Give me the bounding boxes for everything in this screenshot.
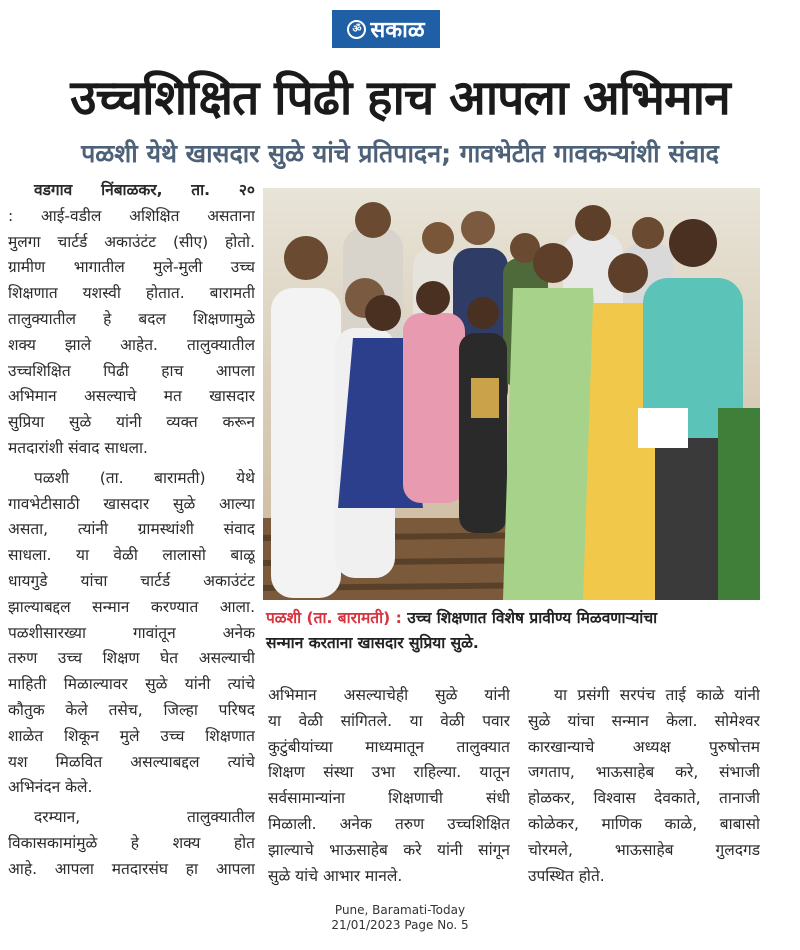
text-line: शक्य झाले आहेत. तालुक्यातील xyxy=(8,335,255,354)
article-column-1 xyxy=(8,178,255,883)
text-line: शिक्षण संस्था उभा राहिल्या. यातून xyxy=(268,763,510,782)
text-line: मुलगा चार्टर्ड अकाउंटंट (सीए) होतो. xyxy=(8,232,255,251)
text-line: कौतुक केले तसेच, जिल्हा परिषद xyxy=(8,700,255,719)
logo-text: सकाळ xyxy=(370,18,425,43)
text-line: सुळे यांचे आभार मानले. xyxy=(268,866,403,885)
text-line: शाळेत शिकून मुले उच्च शिक्षणात xyxy=(8,726,255,745)
caption-location: पळशी (ता. बारामती) : xyxy=(266,609,402,627)
text-line: जगताप, भाऊसाहेब करे, संभाजी xyxy=(528,763,760,782)
newspaper-logo xyxy=(332,10,440,48)
text-line: तालुक्यातील हे बदल शिक्षणामुळे xyxy=(8,309,255,328)
article-column-2 xyxy=(268,683,510,889)
page-footer xyxy=(0,903,800,933)
text-line: साधला. या वेळी लालासो बाळू xyxy=(8,546,255,565)
text-line: विकासकामांमुळे हे शक्य होत xyxy=(8,833,255,852)
text-line: सर्वसामान्यांना शिक्षणाची संधी xyxy=(268,789,510,808)
text-line: होळकर, विश्वास देवकाते, तानाजी xyxy=(528,789,760,808)
text-line: : आई-वडील अशिक्षित असताना xyxy=(8,206,255,225)
text-line: शिक्षणात यशस्वी होतात. बारामती xyxy=(8,284,255,303)
dateline: वडगाव निंबाळकर, ता. २० xyxy=(34,181,255,199)
text-line: सुळे यांचा सन्मान केला. सोमेश्वर xyxy=(528,711,760,730)
text-line: मिळाली. अनेक तरुण उच्चशिक्षित xyxy=(268,814,510,833)
photo-caption xyxy=(266,606,766,656)
text-line: झाल्याबद्दल सन्मान करण्यात आला. xyxy=(8,597,255,616)
text-line: कारखान्याचे अध्यक्ष पुरुषोत्तम xyxy=(528,737,760,756)
text-line: कोळेकर, माणिक काळे, बाबासो xyxy=(528,814,760,833)
group-photo-illustration xyxy=(263,188,760,600)
text-line: झाल्याचे भाऊसाहेब करे यांनी सांगून xyxy=(268,840,510,859)
text-line: पळशीसारख्या गावांतून अनेक xyxy=(8,623,255,642)
caption-line-1: उच्च शिक्षणात विशेष प्रावीण्य मिळवणाऱ्यांचा xyxy=(407,609,658,627)
text-line: अभिमान असल्याचे मत खासदार xyxy=(8,387,255,406)
text-line: अभिमान असल्याचेही सुळे यांनी xyxy=(268,686,510,704)
text-line: तरुण उच्च शिक्षण घेत असल्याची xyxy=(8,649,255,668)
subheadline: पळशी येथे खासदार सुळे यांचे प्रतिपादन; गावभेटीत गावकऱ्यांशी संवाद xyxy=(81,139,719,168)
text-line: कुटुंबीयांच्या माध्यमातून तालुक्यात xyxy=(268,737,510,756)
text-line: मतदारांशी संवाद साधला. xyxy=(8,438,148,457)
text-line: यश मिळवित असल्याबद्दल त्यांचे xyxy=(8,752,255,771)
text-line: पळशी (ता. बारामती) येथे xyxy=(34,468,255,487)
text-line: अभिनंदन केले. xyxy=(8,778,93,797)
text-line: सुप्रिया सुळे यांनी व्यक्त करून xyxy=(8,413,255,432)
logo-emblem-icon: ॐ xyxy=(347,20,366,39)
news-photo xyxy=(263,188,760,600)
text-line: उपस्थित होते. xyxy=(528,866,605,885)
text-line: उच्चशिक्षित पिढी हाच आपला xyxy=(8,361,255,380)
headline: उच्चशिक्षित पिढी हाच आपला अभिमान xyxy=(70,70,730,126)
text-line: ग्रामीण भागातील मुले-मुली उच्च xyxy=(8,258,255,277)
text-line: गावभेटीसाठी खासदार सुळे आल्या xyxy=(8,494,255,513)
text-line: असता, त्यांनी ग्रामस्थांशी संवाद xyxy=(8,520,255,539)
text-line: धायगुडे यांचा चार्टर्ड अकाउंटंट xyxy=(8,571,255,590)
text-line: आहे. आपला मतदारसंघ हा आपला xyxy=(8,859,255,878)
date-page-label: 21/01/2023 Page No. 5 xyxy=(331,918,469,932)
caption-line-2: सन्मान करताना खासदार सुप्रिया सुळे. xyxy=(266,634,479,652)
text-line: या वेळी सांगितले. या वेळी पवार xyxy=(268,711,510,730)
text-line: माहिती मिळाल्यावर सुळे यांनी त्यांचे xyxy=(8,675,255,694)
text-line: दरम्यान, तालुक्यातील xyxy=(34,808,255,827)
text-line: या प्रसंगी सरपंच ताई काळे यांनी xyxy=(554,686,760,704)
edition-label: Pune, Baramati-Today xyxy=(334,903,466,917)
text-line: चोरमले, भाऊसाहेब गुलदगड xyxy=(528,840,760,859)
article-column-3 xyxy=(528,683,760,889)
